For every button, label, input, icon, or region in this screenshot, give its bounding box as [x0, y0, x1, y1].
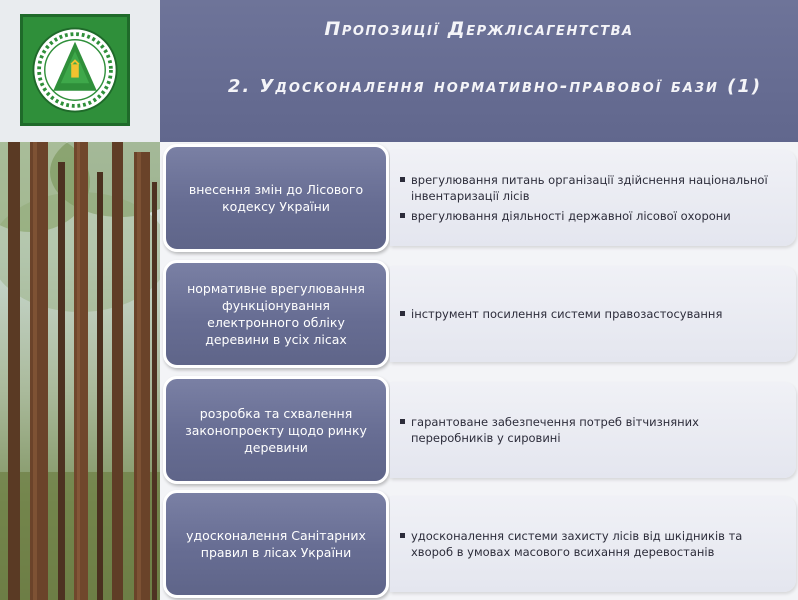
- proposal-label-box: [163, 490, 389, 598]
- proposal-label-box: [163, 376, 389, 484]
- bullet-item: [400, 414, 782, 446]
- proposal-row: [160, 144, 798, 252]
- proposal-label: нормативне врегулювання функціонування електронного обліку деревини в усіх лісах: [187, 281, 365, 347]
- forest-photo: [0, 142, 160, 600]
- proposal-row: [160, 490, 798, 598]
- bullet-text: врегулювання питань організації здійснення національної інвентаризації лісів: [411, 173, 768, 203]
- proposal-row: [160, 260, 798, 368]
- bullet-text: гарантоване забезпечення потреб вітчизняних переробників у сировині: [411, 415, 699, 445]
- page-title: Пропозиції Держлісагентства: [324, 18, 634, 40]
- bullet-icon: [400, 177, 405, 182]
- forest-agency-logo-icon: [20, 14, 130, 126]
- bullet-icon: [400, 533, 405, 538]
- proposal-details-box: [390, 382, 796, 478]
- proposal-row: [160, 376, 798, 484]
- proposal-label-box: [163, 144, 389, 252]
- proposal-label: удосконалення Санітарних правил в лісах України: [186, 528, 366, 560]
- proposal-label-box: [163, 260, 389, 368]
- bullet-icon: [400, 311, 405, 316]
- bullet-item: [400, 208, 782, 224]
- proposal-label: внесення змін до Лісового кодексу України: [188, 182, 364, 214]
- bullet-item: [400, 528, 782, 560]
- logo-area: [0, 0, 160, 142]
- proposal-details-box: [390, 150, 796, 246]
- bullet-text: врегулювання діяльності державної лісової охорони: [411, 209, 731, 223]
- bullet-text: удосконалення системи захисту лісів від шкідників та хвороб в умовах масового всихання деревостанів: [411, 529, 743, 559]
- proposal-details-box: [390, 496, 796, 592]
- bullet-icon: [400, 213, 405, 218]
- bullet-item: [400, 172, 782, 204]
- page-subtitle: 2. Удосконалення нормативно-правової бази (1): [227, 76, 763, 97]
- bullet-item: [400, 306, 782, 322]
- header-bar: [160, 0, 798, 142]
- bullet-text: інструмент посилення системи правозастосування: [411, 307, 723, 321]
- bullet-icon: [400, 419, 405, 424]
- proposal-details-box: [390, 266, 796, 362]
- proposal-label: розробка та схвалення законопроекту щодо ринку деревини: [185, 405, 367, 455]
